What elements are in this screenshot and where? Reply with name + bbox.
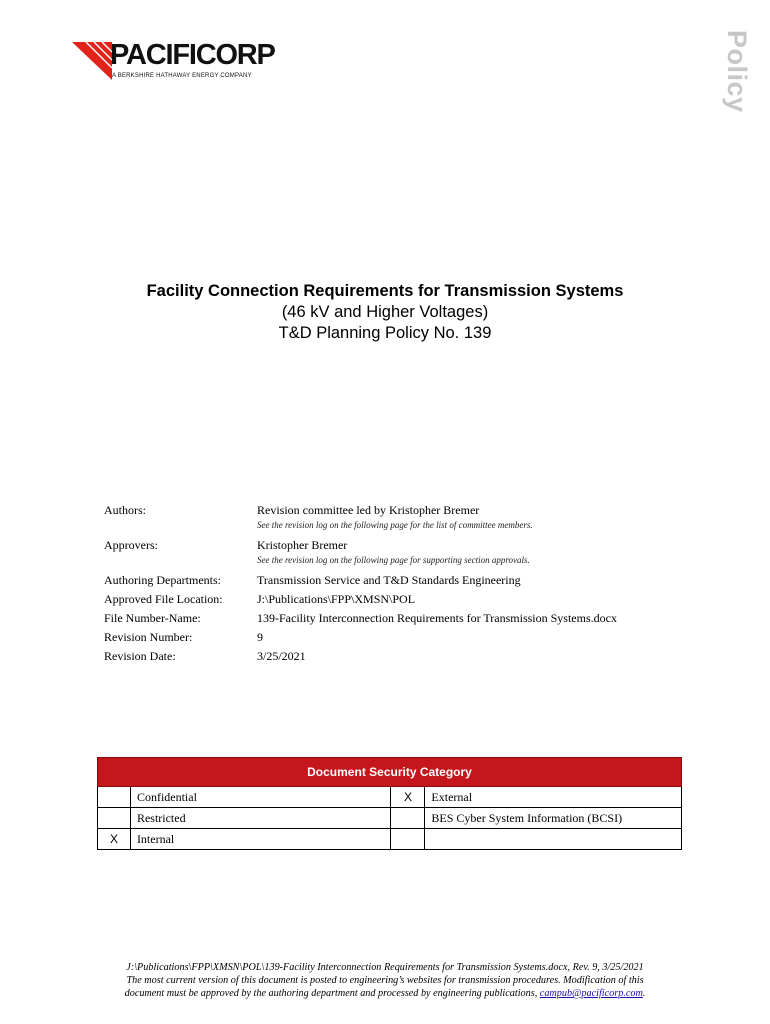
- title-line-2: (46 kV and Higher Voltages): [281, 303, 489, 321]
- meta-row-authors: [104, 500, 704, 535]
- email-link[interactable]: campub@pacificorp.com: [539, 988, 643, 999]
- meta-label: Approved File Location:: [104, 592, 223, 606]
- security-category: Confidential: [130, 787, 391, 808]
- meta-value: 3/25/2021: [257, 649, 306, 663]
- security-mark: X: [98, 829, 131, 850]
- title-line-3: T&D Planning Policy No. 139: [278, 324, 492, 342]
- side-label-policy: Policy: [722, 30, 752, 113]
- security-mark: [98, 808, 131, 829]
- security-category-table: [97, 757, 682, 850]
- meta-note: See the revision log on the following page for the list of committee members.: [257, 520, 533, 530]
- security-category: External: [425, 787, 682, 808]
- security-category: BES Cyber System Information (BCSI): [425, 808, 682, 829]
- meta-value: J:\Publications\FPP\XMSN\POL: [257, 592, 416, 606]
- table-row: [98, 808, 682, 829]
- logo-tagline: A BERKSHIRE HATHAWAY ENERGY COMPANY: [112, 73, 252, 79]
- meta-row-approvers: [104, 535, 704, 570]
- meta-label: File Number-Name:: [104, 611, 201, 625]
- security-category: Internal: [130, 829, 391, 850]
- logo-mark-icon: [72, 40, 112, 80]
- meta-row-revision-number: [104, 627, 704, 646]
- meta-value: Revision committee led by Kristopher Bremer: [257, 503, 480, 517]
- footer-notice-line: [0, 987, 770, 1000]
- security-mark: [391, 808, 425, 829]
- meta-value: Transmission Service and T&D Standards Engineering: [257, 573, 521, 587]
- table-row: [98, 829, 682, 850]
- document-title: [0, 281, 770, 344]
- meta-value: 139-Facility Interconnection Requirements for Transmission Systems.docx: [257, 611, 617, 625]
- footer-notice-text: document must be approved by the authoring department and processed by engineering publications,: [124, 988, 538, 999]
- meta-label: Authors:: [104, 503, 146, 517]
- meta-row-location: [104, 589, 704, 608]
- document-metadata: [104, 500, 704, 665]
- security-mark: [98, 787, 131, 808]
- security-mark: [391, 829, 425, 850]
- meta-label: Revision Number:: [104, 630, 193, 644]
- company-logo: [72, 39, 275, 84]
- meta-label: Revision Date:: [104, 649, 176, 663]
- meta-label: Approvers:: [104, 538, 158, 552]
- security-mark: X: [391, 787, 425, 808]
- title-line-1: Facility Connection Requirements for Transmission Systems: [146, 282, 624, 300]
- meta-row-revision-date: [104, 646, 704, 665]
- meta-row-file: [104, 608, 704, 627]
- meta-value: Kristopher Bremer: [257, 538, 348, 552]
- security-category: [425, 829, 682, 850]
- security-category: Restricted: [130, 808, 391, 829]
- footer-file-path: J:\Publications\FPP\XMSN\POL\139-Facility Interconnection Requirements for Transmission Systems.docx, Rev. 9, 3/25/2021: [126, 962, 644, 973]
- page-footer: [0, 961, 770, 1000]
- meta-value: 9: [257, 630, 263, 644]
- footer-notice-line: The most current version of this document is posted to engineering’s websites for transmission procedures. Modification of this: [126, 975, 644, 986]
- footer-period: .: [642, 988, 646, 999]
- meta-label: Authoring Departments:: [104, 573, 221, 587]
- logo-text: PACIFICORP: [110, 39, 275, 71]
- table-row: [98, 787, 682, 808]
- security-table-header: Document Security Category: [98, 758, 682, 787]
- meta-row-departments: [104, 570, 704, 589]
- meta-note: See the revision log on the following page for supporting section approvals.: [257, 555, 530, 565]
